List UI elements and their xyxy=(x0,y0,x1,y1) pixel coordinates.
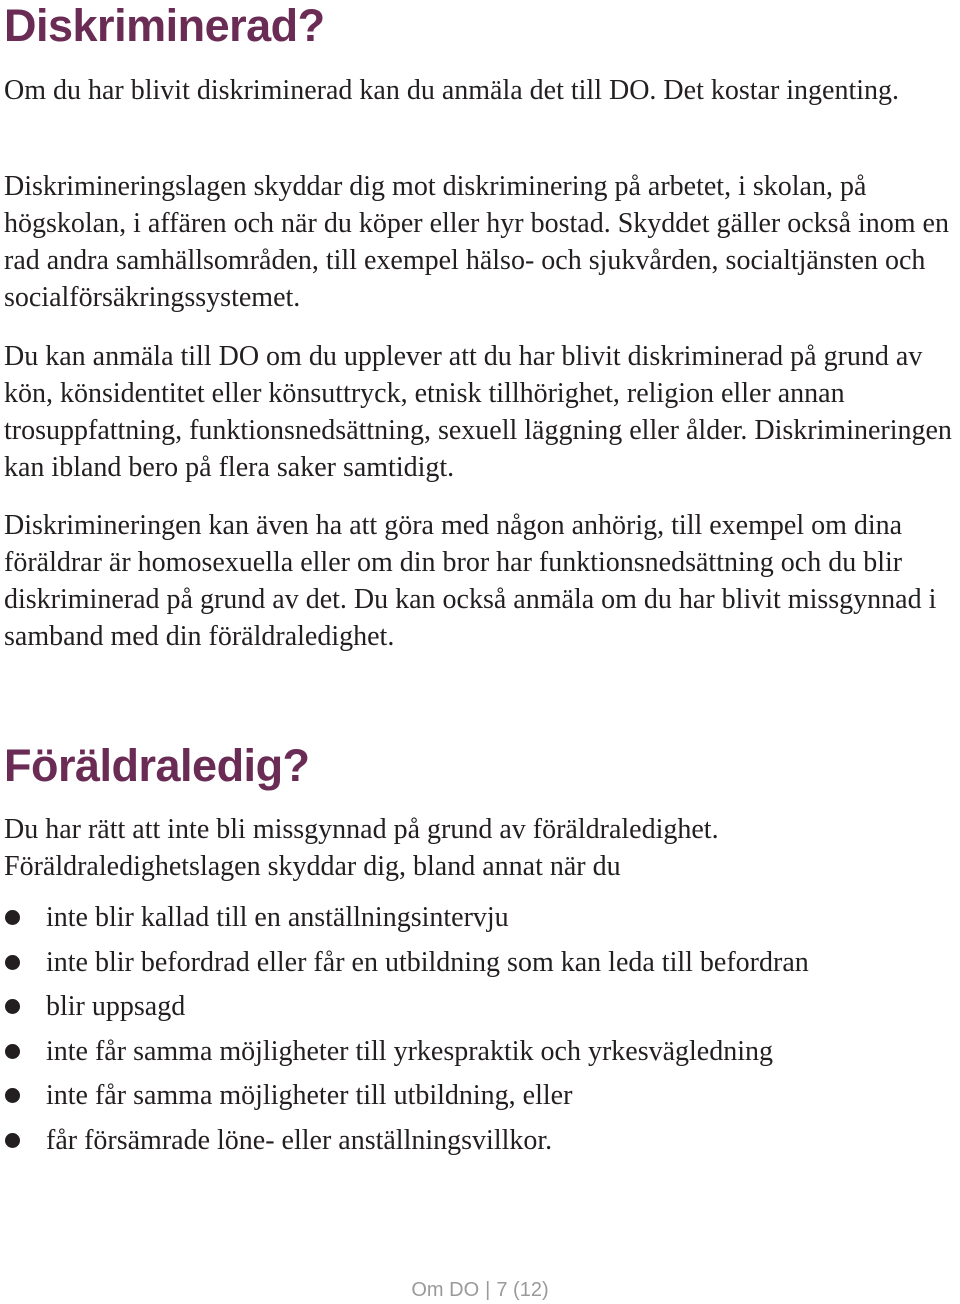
bullet-dot-icon xyxy=(5,1044,20,1059)
list-item xyxy=(0,1076,960,1121)
footer-separator: | xyxy=(485,1279,491,1301)
list-item xyxy=(0,1121,960,1166)
bullet-dot-icon xyxy=(5,910,20,925)
footer-page-number: 7 (12) xyxy=(496,1279,549,1301)
paragraph-report-to-do: Om du har blivit diskriminerad kan du anmäla det till DO. Det kostar ingenting. xyxy=(4,75,900,106)
list-item-text: inte blir kallad till en anställningsintervju xyxy=(46,902,509,933)
list-item xyxy=(0,898,960,943)
page-footer xyxy=(0,1276,960,1304)
section-heading-foraldraledig: Föräldraledig? xyxy=(4,740,310,791)
paragraph-parental-leave-intro: Du har rätt att inte bli missgynnad på grund av föräldraledighet. Föräldraledighetslagen skyddar dig, bland annat när du xyxy=(4,814,719,882)
bullet-dot-icon xyxy=(5,955,20,970)
list-item xyxy=(0,987,960,1032)
paragraph-grounds: Du kan anmäla till DO om du upplever att du har blivit diskriminerad på grund av kön, könsidentitet eller könsuttryck, etnisk tillhörighet, religion eller annan trosuppfattning, funktionsnedsättning, sexuell läggning eller ålder. Diskrimineringen kan ibland bero på flera saker samtidigt. xyxy=(4,341,952,483)
list-item-text: inte får samma möjligheter till yrkespraktik och yrkesvägledning xyxy=(46,1035,774,1067)
list-item-text: blir uppsagd xyxy=(46,991,186,1022)
list-item xyxy=(0,1032,960,1077)
bullet-list xyxy=(0,898,960,1165)
list-item-text: inte blir befordrad eller får en utbildning som kan leda till befordran xyxy=(46,946,809,978)
section-heading-diskriminerad: Diskriminerad? xyxy=(4,0,325,51)
bullet-dot-icon xyxy=(5,1133,20,1148)
bullet-dot-icon xyxy=(5,999,20,1014)
list-item-text: får försämrade löne- eller anställningsvillkor. xyxy=(46,1124,553,1156)
bullet-dot-icon xyxy=(5,1088,20,1103)
list-item xyxy=(0,943,960,988)
list-item-text: inte får samma möjligheter till utbildning, eller xyxy=(46,1080,573,1111)
paragraph-discrimination-law: Diskrimineringslagen skyddar dig mot diskriminering på arbetet, i skolan, på högskolan, i affären och när du köper eller hyr bostad. Skyddet gäller också inom en rad andra samhällsområden, till exempel hälso- och sjukvården, socialtjänsten och socialförsäkringssystemet. xyxy=(4,171,949,313)
paragraph-relatives: Diskrimineringen kan även ha att göra med någon anhörig, till exempel om dina föräldrar är homosexuella eller om din bror har funktionsnedsättning och du blir diskriminerad på grund av det. Du kan också anmäla om du har blivit missgynnad i samband med din föräldraledighet. xyxy=(4,510,937,652)
footer-publication: Om DO xyxy=(411,1279,480,1301)
